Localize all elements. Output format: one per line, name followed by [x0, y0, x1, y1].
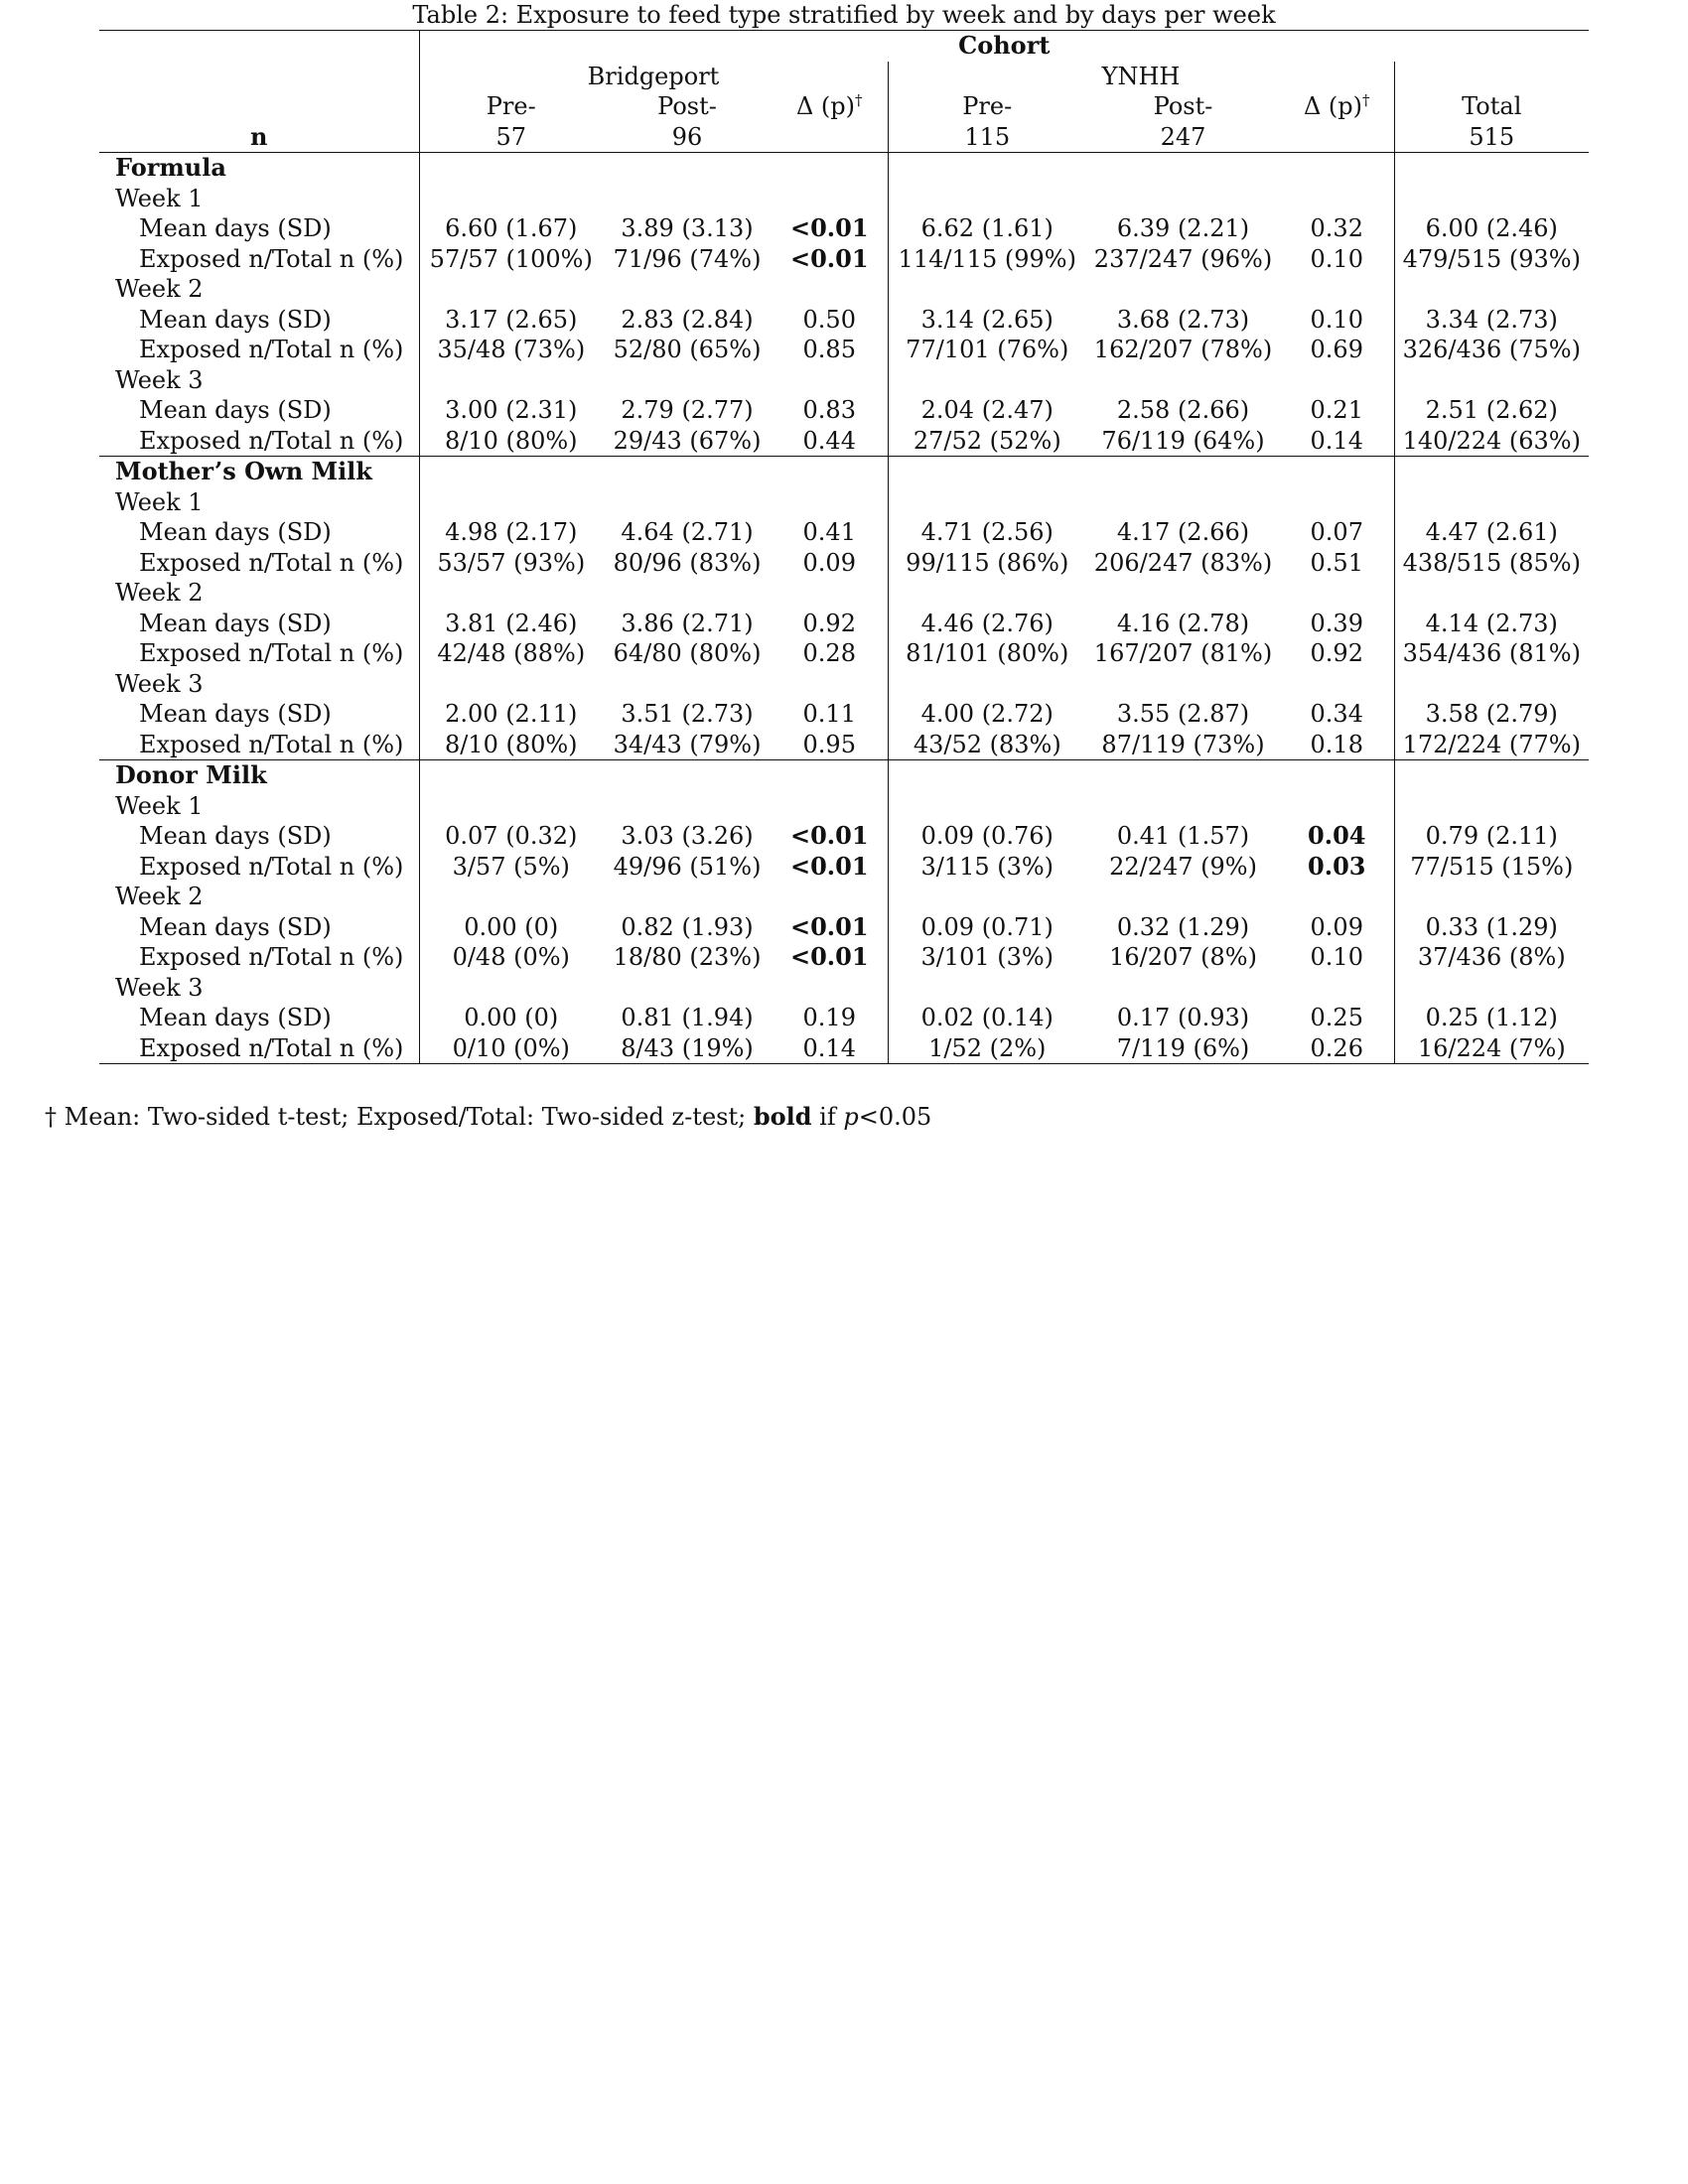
- data-cell: 6.00 (2.46): [1425, 214, 1558, 242]
- blank-cell: [1086, 487, 1280, 518]
- blank-cell: [772, 365, 888, 396]
- data-cell: 4.47 (2.61): [1425, 518, 1558, 546]
- blank-cell: [1280, 184, 1394, 214]
- blank-cell: [1394, 274, 1589, 305]
- data-cell: 4.00 (2.72): [920, 700, 1054, 728]
- data-cell: 0.32 (1.29): [1116, 912, 1250, 941]
- data-cell: 35/48 (73%): [437, 336, 586, 363]
- data-cell: 3.55 (2.87): [1116, 700, 1250, 728]
- section-label: Mother’s Own Milk: [99, 457, 419, 487]
- table-row: [99, 699, 1589, 730]
- data-cell: 0/48 (0%): [452, 943, 570, 971]
- blank-cell: [1394, 457, 1589, 487]
- col-header-post: Post-: [657, 92, 717, 120]
- data-cell: 6.62 (1.61): [920, 214, 1054, 242]
- data-cell: 0.26: [1280, 1033, 1394, 1064]
- data-cell: 0.25: [1280, 1003, 1394, 1033]
- blank-cell: [1086, 457, 1280, 487]
- data-cell: 8/43 (19%): [621, 1033, 754, 1062]
- blank-cell: [603, 973, 772, 1004]
- data-cell: 0.39: [1280, 609, 1394, 639]
- blank-cell: [419, 153, 603, 184]
- data-cell: 4.16 (2.78): [1116, 609, 1250, 637]
- section-label: Formula: [99, 153, 419, 184]
- blank-cell: [1086, 760, 1280, 791]
- data-cell: 0.10: [1280, 244, 1394, 275]
- blank-cell: [888, 365, 1086, 396]
- data-cell: 3.14 (2.65): [920, 305, 1054, 334]
- blank-cell: [419, 882, 603, 912]
- blank-cell: [1086, 274, 1280, 305]
- blank-cell: [1280, 669, 1394, 700]
- blank-cell: [419, 457, 603, 487]
- site-header-ynhh: YNHH: [888, 62, 1394, 92]
- data-cell: 0.21: [1280, 395, 1394, 426]
- n-label: n: [99, 122, 419, 153]
- data-cell: 2.79 (2.77): [621, 396, 754, 424]
- week-row: [99, 365, 1589, 396]
- table-row: [99, 852, 1589, 883]
- data-cell: <0.01: [772, 912, 888, 943]
- n-value: 57: [495, 122, 527, 151]
- blank-cell: [419, 365, 603, 396]
- table-row: [99, 821, 1589, 852]
- data-cell: 0.09 (0.76): [920, 822, 1054, 850]
- data-cell: 64/80 (80%): [613, 639, 762, 667]
- blank-cell: [1086, 669, 1280, 700]
- blank-cell: [888, 457, 1086, 487]
- metric-label: Mean days (SD): [99, 395, 419, 426]
- table-row: [99, 548, 1589, 579]
- data-cell: 0.79 (2.11): [1425, 822, 1558, 850]
- section-label: Donor Milk: [99, 760, 419, 791]
- week-row: [99, 669, 1589, 700]
- data-cell: 16/207 (8%): [1109, 943, 1257, 971]
- col-header-pre: Pre-: [486, 92, 536, 120]
- metric-label: Exposed n/Total n (%): [99, 548, 419, 579]
- data-cell: 3.89 (3.13): [621, 214, 754, 242]
- blank-cell: [888, 184, 1086, 214]
- table-row: [99, 395, 1589, 426]
- table-row: [99, 1033, 1589, 1064]
- data-cell: 354/436 (81%): [1402, 639, 1581, 667]
- blank-cell: [419, 184, 603, 214]
- week-label: Week 3: [99, 973, 419, 1004]
- metric-label: Exposed n/Total n (%): [99, 730, 419, 760]
- blank-cell: [772, 487, 888, 518]
- data-cell: 3.58 (2.79): [1425, 700, 1558, 728]
- data-cell: 49/96 (51%): [613, 852, 762, 881]
- table-body: [99, 153, 1589, 1064]
- metric-label: Mean days (SD): [99, 305, 419, 336]
- blank-cell: [1086, 791, 1280, 822]
- data-cell: <0.01: [772, 213, 888, 244]
- data-cell: 326/436 (75%): [1402, 336, 1581, 363]
- week-label: Week 1: [99, 487, 419, 518]
- blank-cell: [1394, 760, 1589, 791]
- blank-cell: [1280, 457, 1394, 487]
- header-stub: [99, 91, 419, 122]
- data-cell: 140/224 (63%): [1402, 426, 1581, 455]
- n-value: 115: [964, 122, 1011, 151]
- blank-cell: [888, 153, 1086, 184]
- data-cell: 0.14: [772, 1033, 888, 1064]
- blank-cell: [888, 578, 1086, 609]
- data-cell: 0.11: [772, 699, 888, 730]
- section-row: [99, 457, 1589, 487]
- data-cell: 0.00 (0): [464, 912, 559, 941]
- data-cell: 8/10 (80%): [444, 426, 578, 455]
- metric-label: Exposed n/Total n (%): [99, 1033, 419, 1064]
- blank-cell: [1394, 882, 1589, 912]
- data-cell: 43/52 (83%): [913, 730, 1061, 758]
- data-cell: 3/101 (3%): [920, 943, 1055, 971]
- blank-cell: [772, 274, 888, 305]
- data-cell: 77/101 (76%): [906, 336, 1069, 363]
- week-row: [99, 791, 1589, 822]
- week-row: [99, 487, 1589, 518]
- metric-label: Exposed n/Total n (%): [99, 942, 419, 973]
- data-cell: 3.03 (3.26): [621, 822, 754, 850]
- blank-cell: [888, 882, 1086, 912]
- table-row: [99, 638, 1589, 669]
- table-row: [99, 609, 1589, 639]
- data-cell: 0.28: [772, 638, 888, 669]
- blank-cell: [603, 274, 772, 305]
- data-cell: 52/80 (65%): [613, 336, 762, 363]
- blank-cell: [419, 669, 603, 700]
- table-row: [99, 942, 1589, 973]
- data-cell: 0.10: [1280, 305, 1394, 336]
- col-header-pre: Pre-: [962, 92, 1013, 120]
- dagger-mark: †: [1362, 91, 1370, 109]
- blank-cell: [772, 791, 888, 822]
- blank-cell: [888, 791, 1086, 822]
- table-row: [99, 1003, 1589, 1033]
- data-cell: 3.17 (2.65): [445, 305, 578, 334]
- data-cell: 7/119 (6%): [1116, 1033, 1250, 1062]
- data-cell: 6.60 (1.67): [445, 214, 578, 242]
- blank-cell: [1280, 274, 1394, 305]
- blank-cell: [1086, 365, 1280, 396]
- data-cell: 22/247 (9%): [1109, 852, 1257, 881]
- week-label: Week 2: [99, 882, 419, 912]
- metric-label: Mean days (SD): [99, 609, 419, 639]
- data-cell: 81/101 (80%): [906, 639, 1069, 667]
- data-cell: 3.68 (2.73): [1116, 305, 1250, 334]
- data-cell: 0.34: [1280, 699, 1394, 730]
- data-cell: 0.32: [1280, 213, 1394, 244]
- blank-cell: [419, 760, 603, 791]
- week-label: Week 3: [99, 365, 419, 396]
- blank-cell: [772, 882, 888, 912]
- blank-cell: [888, 274, 1086, 305]
- data-cell: 77/515 (15%): [1410, 852, 1574, 881]
- data-cell: 3.51 (2.73): [621, 700, 754, 728]
- blank-cell: [772, 184, 888, 214]
- blank-cell: [603, 184, 772, 214]
- data-cell: 37/436 (8%): [1417, 943, 1566, 971]
- data-cell: 438/515 (85%): [1402, 548, 1581, 577]
- header-stub: [99, 62, 419, 92]
- blank-cell: [1394, 487, 1589, 518]
- table-row: [99, 213, 1589, 244]
- header-stub: [99, 31, 419, 62]
- data-cell: 0.44: [772, 426, 888, 457]
- blank-cell: [1394, 669, 1589, 700]
- blank-cell: [603, 365, 772, 396]
- metric-label: Mean days (SD): [99, 912, 419, 943]
- blank-cell: [603, 760, 772, 791]
- data-cell: 1/52 (2%): [928, 1033, 1047, 1062]
- blank-cell: [1280, 882, 1394, 912]
- blank-cell: [1280, 973, 1394, 1004]
- dagger-mark: †: [855, 91, 863, 109]
- data-cell: 114/115 (99%): [898, 244, 1076, 273]
- blank-cell: [1394, 791, 1589, 822]
- data-cell: 0.10: [1280, 942, 1394, 973]
- data-cell: 479/515 (93%): [1402, 244, 1581, 273]
- data-cell: 4.17 (2.66): [1116, 518, 1250, 546]
- data-cell: 53/57 (93%): [437, 548, 586, 577]
- data-cell: 0.41 (1.57): [1116, 822, 1250, 850]
- feed-exposure-table: [99, 30, 1589, 1064]
- week-label: Week 2: [99, 274, 419, 305]
- data-cell: 0.09 (0.71): [920, 912, 1054, 941]
- data-cell: <0.01: [772, 244, 888, 275]
- blank-cell: [603, 669, 772, 700]
- data-cell: 4.64 (2.71): [621, 518, 754, 546]
- blank-cell: [1394, 578, 1589, 609]
- data-cell: 0.25 (1.12): [1425, 1004, 1558, 1031]
- blank-cell: [419, 791, 603, 822]
- data-cell: 80/96 (83%): [613, 548, 762, 577]
- section-row: [99, 760, 1589, 791]
- data-cell: 3.00 (2.31): [445, 396, 578, 424]
- blank-cell: [1086, 882, 1280, 912]
- week-row: [99, 184, 1589, 214]
- n-blank: [772, 122, 888, 153]
- blank-cell: [1280, 791, 1394, 822]
- data-cell: 2.00 (2.11): [445, 700, 578, 728]
- col-header-delta: Δ (p)†: [772, 91, 888, 122]
- data-cell: 0.07: [1280, 517, 1394, 548]
- data-cell: 0.14: [1280, 426, 1394, 457]
- data-cell: 0.85: [772, 335, 888, 365]
- site-header-bridgeport: Bridgeport: [419, 62, 888, 92]
- blank-cell: [1394, 153, 1589, 184]
- blank-cell: [603, 882, 772, 912]
- data-cell: 0.33 (1.29): [1425, 912, 1558, 941]
- data-cell: 99/115 (86%): [906, 548, 1069, 577]
- data-cell: 18/80 (23%): [613, 943, 762, 971]
- n-value: 515: [1469, 122, 1515, 151]
- blank-cell: [603, 153, 772, 184]
- week-label: Week 2: [99, 578, 419, 609]
- data-cell: 0.51: [1280, 548, 1394, 579]
- blank-cell: [1394, 184, 1589, 214]
- data-cell: 16/224 (7%): [1417, 1033, 1566, 1062]
- data-cell: 0.17 (0.93): [1116, 1004, 1250, 1031]
- data-cell: 206/247 (83%): [1093, 548, 1273, 577]
- data-cell: 57/57 (100%): [429, 244, 593, 273]
- data-cell: 2.04 (2.47): [920, 396, 1054, 424]
- blank-cell: [603, 457, 772, 487]
- data-cell: 0.02 (0.14): [920, 1004, 1054, 1031]
- blank-cell: [888, 669, 1086, 700]
- data-cell: 4.98 (2.17): [445, 518, 578, 546]
- data-cell: 29/43 (67%): [613, 426, 762, 455]
- data-cell: 0.04: [1280, 821, 1394, 852]
- data-cell: 0.41: [772, 517, 888, 548]
- blank-cell: [1394, 973, 1589, 1004]
- data-cell: 3/57 (5%): [452, 852, 570, 881]
- table-row: [99, 517, 1589, 548]
- table-row: [99, 730, 1589, 760]
- data-cell: 0.03: [1280, 852, 1394, 883]
- blank-cell: [888, 973, 1086, 1004]
- table-row: [99, 305, 1589, 336]
- metric-label: Mean days (SD): [99, 699, 419, 730]
- data-cell: 0.19: [772, 1003, 888, 1033]
- data-cell: 2.51 (2.62): [1425, 396, 1558, 424]
- week-row: [99, 274, 1589, 305]
- data-cell: 0.09: [1280, 912, 1394, 943]
- data-cell: 0.92: [1280, 638, 1394, 669]
- table-header: [99, 31, 1589, 153]
- blank-cell: [1280, 153, 1394, 184]
- data-cell: 0.69: [1280, 335, 1394, 365]
- blank-cell: [419, 973, 603, 1004]
- data-cell: 87/119 (73%): [1101, 730, 1265, 758]
- blank-cell: [888, 487, 1086, 518]
- blank-cell: [772, 153, 888, 184]
- blank-cell: [1394, 365, 1589, 396]
- data-cell: 3.86 (2.71): [621, 609, 754, 637]
- metric-label: Exposed n/Total n (%): [99, 426, 419, 457]
- data-cell: 0.83: [772, 395, 888, 426]
- week-label: Week 1: [99, 791, 419, 822]
- data-cell: 0/10 (0%): [452, 1033, 570, 1062]
- data-cell: 0.09: [772, 548, 888, 579]
- data-cell: 4.14 (2.73): [1425, 609, 1558, 637]
- week-label: Week 3: [99, 669, 419, 700]
- table-row: [99, 426, 1589, 457]
- week-label: Week 1: [99, 184, 419, 214]
- blank-cell: [1086, 153, 1280, 184]
- n-value: 96: [671, 122, 703, 151]
- table-row: [99, 244, 1589, 275]
- metric-label: Mean days (SD): [99, 213, 419, 244]
- blank-cell: [772, 973, 888, 1004]
- blank-cell: [772, 760, 888, 791]
- table-row: [99, 335, 1589, 365]
- table-caption: Table 2: Exposure to feed type stratified by week and by days per week: [412, 1, 1276, 29]
- blank-cell: [888, 760, 1086, 791]
- metric-label: Exposed n/Total n (%): [99, 638, 419, 669]
- data-cell: 0.95: [772, 730, 888, 760]
- data-cell: 2.58 (2.66): [1116, 396, 1250, 424]
- blank-cell: [1280, 365, 1394, 396]
- blank-cell: [1086, 578, 1280, 609]
- data-cell: 3.81 (2.46): [445, 609, 578, 637]
- blank-cell: [772, 578, 888, 609]
- data-cell: 3/115 (3%): [920, 852, 1055, 881]
- data-cell: 0.18: [1280, 730, 1394, 760]
- n-blank: [1280, 122, 1394, 153]
- data-cell: 2.83 (2.84): [621, 305, 754, 334]
- blank-cell: [603, 487, 772, 518]
- blank-cell: [419, 274, 603, 305]
- blank-cell: [772, 669, 888, 700]
- data-cell: 0.82 (1.93): [621, 912, 754, 941]
- data-cell: 0.50: [772, 305, 888, 336]
- table-footnote: † Mean: Two-sided t-test; Exposed/Total: Two-sided z-test; bold if p<0.05: [45, 1102, 932, 1131]
- week-row: [99, 578, 1589, 609]
- col-header-total: Total: [1462, 92, 1522, 120]
- data-cell: 71/96 (74%): [613, 244, 762, 273]
- section-row: [99, 153, 1589, 184]
- blank-cell: [603, 578, 772, 609]
- n-value: 247: [1160, 122, 1206, 151]
- data-cell: 4.46 (2.76): [920, 609, 1054, 637]
- data-cell: 0.00 (0): [464, 1004, 559, 1031]
- blank-cell: [603, 791, 772, 822]
- blank-cell: [1280, 487, 1394, 518]
- data-cell: <0.01: [772, 942, 888, 973]
- data-cell: <0.01: [772, 852, 888, 883]
- data-cell: 0.92: [772, 609, 888, 639]
- blank-cell: [419, 578, 603, 609]
- metric-label: Exposed n/Total n (%): [99, 335, 419, 365]
- data-cell: <0.01: [772, 821, 888, 852]
- data-cell: 6.39 (2.21): [1116, 214, 1250, 242]
- data-cell: 0.07 (0.32): [445, 822, 578, 850]
- data-cell: 4.71 (2.56): [920, 518, 1054, 546]
- header-blank: [1394, 62, 1589, 92]
- week-row: [99, 882, 1589, 912]
- blank-cell: [1086, 184, 1280, 214]
- metric-label: Mean days (SD): [99, 517, 419, 548]
- data-cell: 167/207 (81%): [1093, 639, 1273, 667]
- data-cell: 8/10 (80%): [444, 730, 578, 758]
- data-cell: 162/207 (78%): [1093, 336, 1273, 363]
- blank-cell: [772, 457, 888, 487]
- week-row: [99, 973, 1589, 1004]
- blank-cell: [1280, 760, 1394, 791]
- blank-cell: [1280, 578, 1394, 609]
- data-cell: 0.81 (1.94): [621, 1004, 754, 1031]
- data-cell: 237/247 (96%): [1093, 244, 1273, 273]
- table-row: [99, 912, 1589, 943]
- metric-label: Mean days (SD): [99, 821, 419, 852]
- metric-label: Mean days (SD): [99, 1003, 419, 1033]
- metric-label: Exposed n/Total n (%): [99, 244, 419, 275]
- cohort-header: Cohort: [958, 31, 1051, 60]
- data-cell: 76/119 (64%): [1101, 426, 1265, 455]
- col-header-post: Post-: [1153, 92, 1213, 120]
- data-cell: 34/43 (79%): [613, 730, 762, 758]
- metric-label: Exposed n/Total n (%): [99, 852, 419, 883]
- data-cell: 172/224 (77%): [1402, 730, 1581, 758]
- data-cell: 3.34 (2.73): [1425, 305, 1558, 334]
- blank-cell: [419, 487, 603, 518]
- data-cell: 27/52 (52%): [913, 426, 1061, 455]
- col-header-delta: Δ (p)†: [1280, 91, 1394, 122]
- data-cell: 42/48 (88%): [437, 639, 586, 667]
- blank-cell: [1086, 973, 1280, 1004]
